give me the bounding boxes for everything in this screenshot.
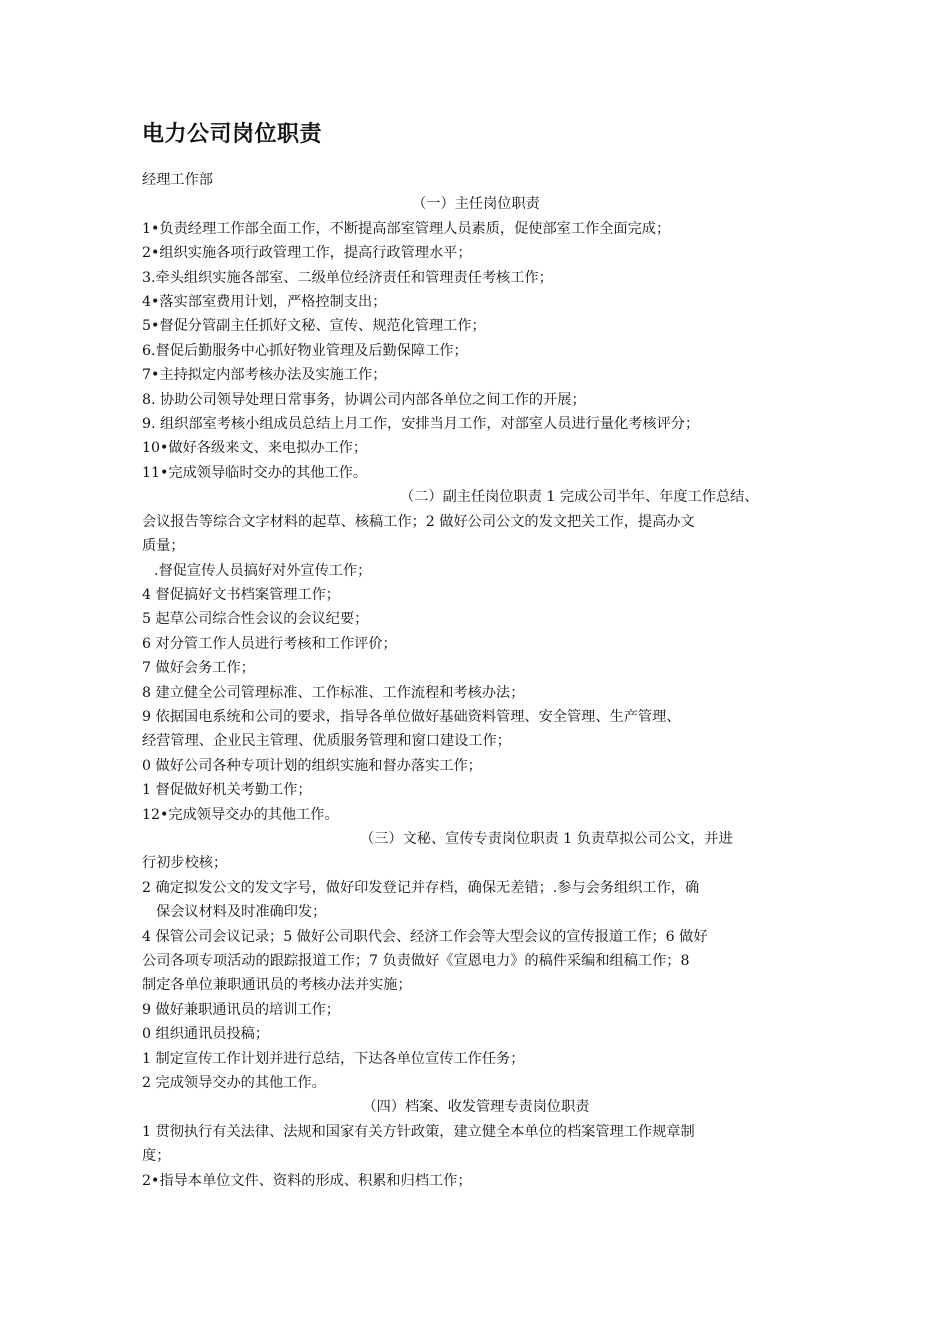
- text-line: 5•督促分管副主任抓好文秘、宣传、规范化管理工作；: [142, 318, 486, 335]
- text-line: 公司各项专项活动的跟踪报道工作；7 负责做好《宣恩电力》的稿件采编和组稿工作；8: [142, 953, 690, 969]
- text-line: 12•完成领导交办的其他工作。: [142, 806, 339, 823]
- text-line: 保会议材料及时准确印发；: [156, 904, 327, 921]
- text-line: 9. 组织部室考核小组成员总结上月工作，安排当月工作，对部室人员进行量化考核评分；: [142, 416, 700, 433]
- text-line: 会议报告等综合文字材料的起草、核稿工作；2 做好公司公文的发文把关工作，提高办文: [142, 513, 695, 530]
- text-line: （一）主任岗位职责: [412, 196, 540, 213]
- text-line: 1•负责经理工作部全面工作，不断提高部室管理人员素质，促使部室工作全面完成；: [142, 220, 671, 237]
- text-line: 9 做好兼职通讯员的培训工作；: [142, 1001, 340, 1018]
- text-line: 8 建立健全公司管理标准、工作标准、工作流程和考核办法；: [142, 684, 525, 701]
- text-line: .督促宣传人员搞好对外宣传工作；: [154, 562, 372, 579]
- text-line: 经营管理、企业民主管理、优质服务管理和窗口建设工作；: [142, 733, 511, 750]
- text-line: 制定各单位兼职通讯员的考核办法并实施；: [142, 977, 412, 994]
- text-line: 0 做好公司各种专项计划的组织实施和督办落实工作；: [142, 757, 482, 774]
- text-line: 2•指导本单位文件、资料的形成、积累和归档工作；: [142, 1172, 472, 1189]
- text-line: 7 做好会务工作；: [142, 660, 255, 677]
- document-body: [142, 192, 810, 1193]
- text-line: 1 贯彻执行有关法律、法规和国家有关方针政策，建立健全本单位的档案管理工作规章制: [142, 1123, 695, 1140]
- department-heading: 经理工作部: [142, 172, 213, 188]
- text-line: 行初步校核；: [142, 855, 228, 872]
- text-line: 2•组织实施各项行政管理工作，提高行政管理水平；: [142, 245, 472, 262]
- document-page: [142, 118, 810, 1193]
- text-line: 质量；: [142, 538, 185, 555]
- text-line: 3.牵头组织实施各部室、二级单位经济责任和管理责任考核工作；: [142, 269, 553, 286]
- text-line: 度；: [142, 1148, 171, 1165]
- text-line: （三）文秘、宣传专责岗位职责 1 负责草拟公司公文，并进: [360, 830, 733, 847]
- text-line: 4•落实部室费用计划，严格控制支出；: [142, 294, 387, 311]
- text-line: 9 依据国电系统和公司的要求，指导各单位做好基础资料管理、安全管理、生产管理、: [142, 708, 681, 725]
- text-line: 7•主持拟定内部考核办法及实施工作；: [142, 367, 387, 384]
- text-line: （四）档案、收发管理专责岗位职责: [362, 1099, 590, 1116]
- text-line: 2 确定拟发公文的发文字号，做好印发登记并存档，确保无差错；.参与会务组织工作，确: [142, 879, 700, 896]
- text-line: 1 制定宣传工作计划并进行总结，下达各单位宣传工作任务；: [142, 1050, 525, 1067]
- text-line: 4 保管公司会议记录；5 做好公司职代会、经济工作会等大型会议的宣传报道工作；6 做好: [142, 928, 708, 945]
- text-line: （二）副主任岗位职责 1 完成公司半年、年度工作总结、: [400, 489, 759, 506]
- document-title: 电力公司岗位职责: [142, 122, 323, 147]
- text-line: 10•做好各级来文、来电拟办工作；: [142, 440, 368, 457]
- text-line: 2 完成领导交办的其他工作。: [142, 1075, 326, 1092]
- text-line: 4 督促搞好文书档案管理工作；: [142, 586, 340, 603]
- text-line: 1 督促做好机关考勤工作；: [142, 782, 312, 799]
- text-line: 5 起草公司综合性会议的会议纪要；: [142, 611, 369, 628]
- text-line: 6 对分管工作人员进行考核和工作评价；: [142, 635, 397, 652]
- text-line: 8. 协助公司领导处理日常事务，协调公司内部各单位之间工作的开展；: [142, 391, 586, 408]
- text-line: 0 组织通讯员投稿；: [142, 1026, 270, 1043]
- text-line: 11•完成领导临时交办的其他工作。: [142, 464, 368, 481]
- text-line: 6.督促后勤服务中心抓好物业管理及后勤保障工作；: [142, 342, 468, 359]
